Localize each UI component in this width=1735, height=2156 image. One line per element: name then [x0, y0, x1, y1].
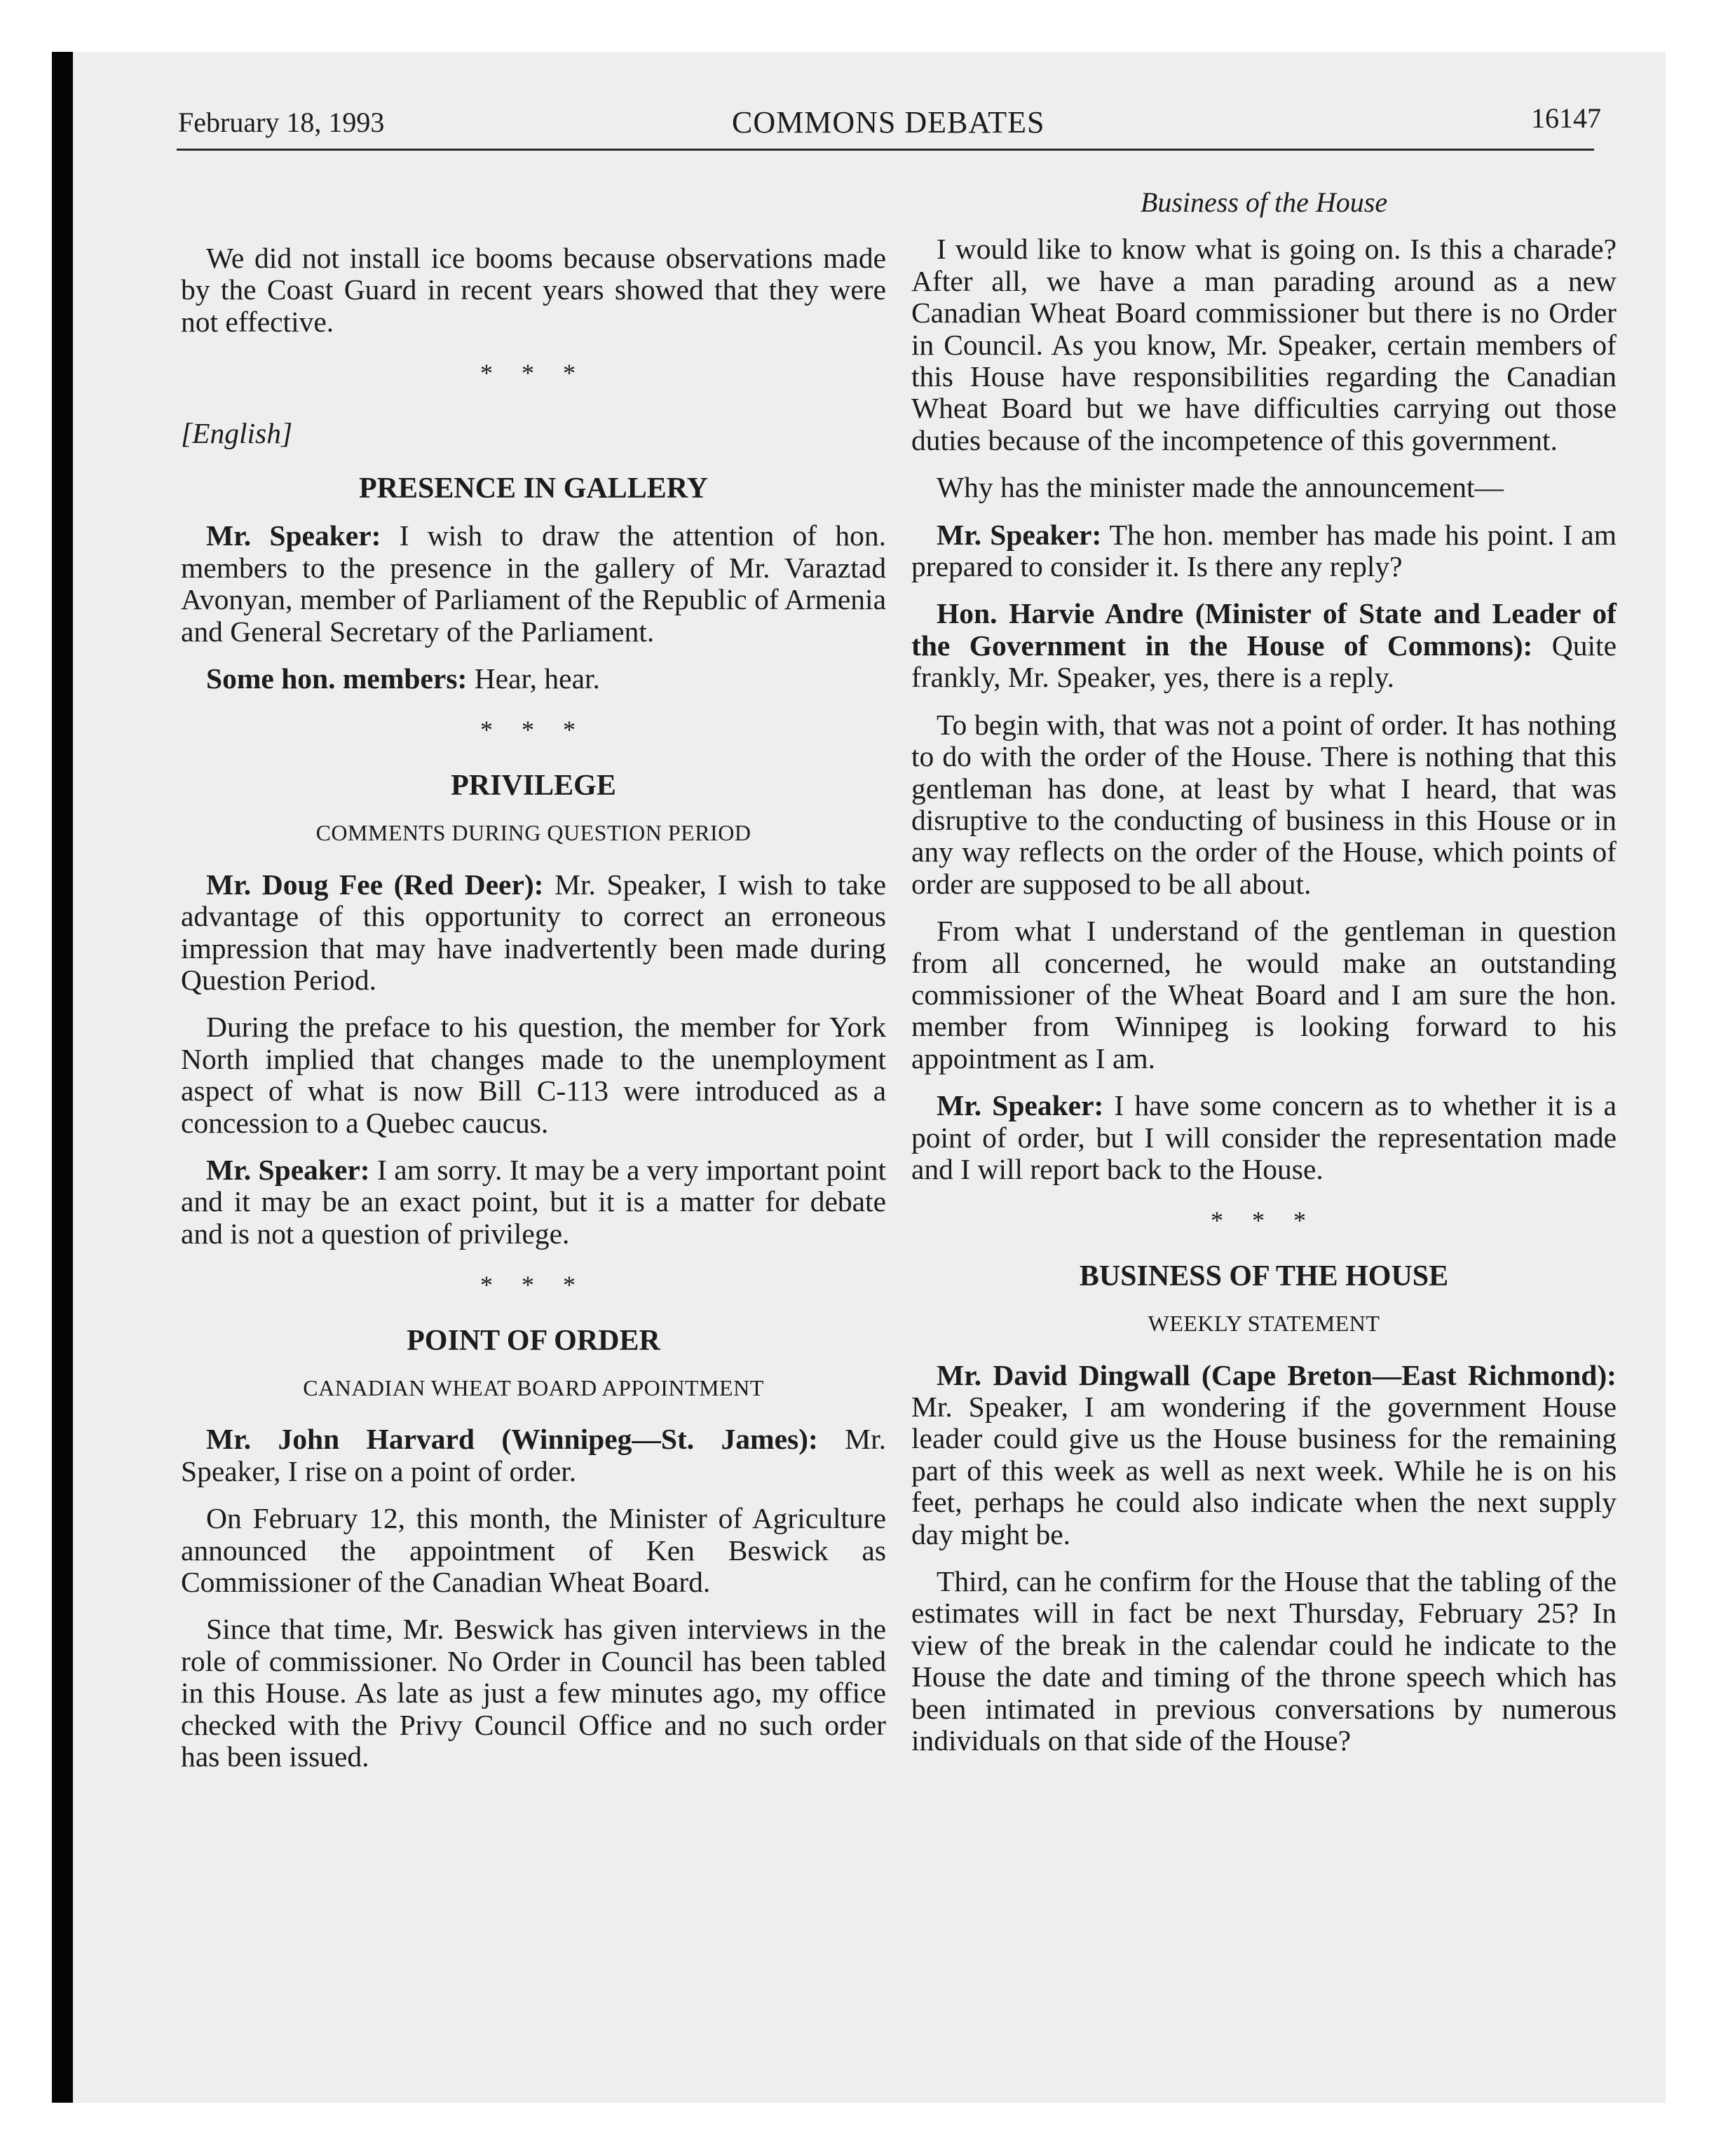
running-head: Business of the House	[1140, 186, 1388, 218]
left-column	[181, 175, 886, 1773]
speaker-name: Mr. Speaker:	[206, 1153, 370, 1186]
paragraph	[181, 869, 886, 997]
speech-text: Mr. Speaker, I wish to take advantage of this opportunity to correct an erroneous impression that may have inadvertently been made during Question Period.	[181, 868, 886, 996]
section-title: PRESENCE IN GALLERY	[359, 472, 708, 505]
paragraph	[181, 663, 886, 695]
paragraph	[181, 1424, 886, 1487]
paragraph	[181, 1154, 886, 1250]
paragraph	[181, 520, 886, 648]
right-column	[911, 175, 1617, 1756]
speaker-name: Some hon. members:	[206, 662, 468, 695]
speaker-name: Mr. Speaker:	[937, 518, 1102, 551]
speech-text: I am sorry. It may be a very important point and it may be an exact point, but it is a matter for debate and is not a question of privilege.	[181, 1153, 886, 1250]
scan-edge-shadow	[52, 52, 73, 2103]
speech-text: Mr. Speaker, I am wondering if the government House leader could give us the House business for the remaining part of this week as well as next week. While he is on his feet, perhaps he could also indicate when the next supply day might be.	[911, 1391, 1617, 1550]
section-separator: * * *	[480, 716, 587, 744]
left-top-spacer	[181, 175, 886, 243]
speaker-name: Mr. Doug Fee (Red Deer):	[206, 868, 544, 901]
paragraph: During the preface to his question, the member for York North implied that changes made to the unemployment aspect of what is now Bill C-113 were introduced as a concession to a Quebec caucus.	[181, 1011, 886, 1139]
section-title: PRIVILEGE	[451, 769, 616, 802]
speech-text: Mr. Speaker, I rise on a point of order.	[181, 1423, 886, 1487]
paragraph: We did not install ice booms because observations made by the Coast Guard in recent years showed that they were not effective.	[181, 242, 886, 338]
paragraph	[911, 519, 1617, 583]
speech-text: I have some concern as to whether it is a point of order, but I will consider the representation made and I will report back to the House.	[911, 1089, 1617, 1185]
paragraph: From what I understand of the gentleman in question from all concerned, he would make an outstanding commissioner of the Wheat Board and I am sure the hon. member from Winnipeg is looking forward to his appointment as I am.	[911, 915, 1617, 1074]
paragraph	[911, 1360, 1617, 1550]
speaker-name: Mr. John Harvard (Winnipeg—St. James):	[206, 1423, 818, 1456]
paragraph: I would like to know what is going on. Is this a charade? After all, we have a man parading around as a new Canadian Wheat Board commissioner but there is no Order in Council. As you know, Mr. Speaker, certain members of this House have responsibilities regarding the Canadian Wheat Board but we have difficulties carrying out those duties because of the incompetence of this government.	[911, 233, 1617, 456]
paragraph: Since that time, Mr. Beswick has given interviews in the role of commissioner. No Order in Council has been tabled in this House. As late as just a few minutes ago, my office checked with the Privy Council Office and no such order has been issued.	[181, 1613, 886, 1773]
paragraph: Third, can he confirm for the House that the tabling of the estimates will in fact be next Thursday, February 25? In view of the break in the calendar could he indicate to the House the date and timing of the throne speech which has been intimated in previous conversations by numerous individuals on that side of the House?	[911, 1565, 1617, 1757]
section-separator: * * *	[480, 359, 587, 388]
section-subtitle: COMMENTS DURING QUESTION PERIOD	[315, 820, 751, 846]
section-title: BUSINESS OF THE HOUSE	[1079, 1260, 1449, 1292]
section-separator: * * *	[480, 1271, 587, 1299]
header-title: COMMONS DEBATES	[732, 105, 1045, 139]
speech-text: Hear, hear.	[467, 662, 600, 695]
speaker-name: Mr. Speaker:	[937, 1089, 1104, 1122]
header-date: February 18, 1993	[178, 107, 385, 138]
section-subtitle: WEEKLY STATEMENT	[1148, 1311, 1380, 1337]
section-separator: * * *	[1211, 1206, 1317, 1235]
paragraph: Why has the minister made the announcement—	[937, 471, 1504, 504]
speech-text: The hon. member has made his point. I am prepared to consider it. Is there any reply?	[911, 518, 1617, 583]
speech-text: I wish to draw the attention of hon. members to the presence in the gallery of Mr. Varaztad Avonyan, member of Parliament of the Republic of Armenia and General Secretary of the Parliament.	[181, 519, 886, 648]
language-note: [English]	[181, 416, 293, 449]
speaker-name: Mr. Speaker:	[206, 519, 381, 552]
speech-text: Quite frankly, Mr. Speaker, yes, there is a reply.	[911, 629, 1617, 694]
paragraph	[911, 598, 1617, 693]
speaker-name: Hon. Harvie Andre (Minister of State and Leader of the Government in the House of Commons):	[911, 597, 1617, 662]
header-rule	[177, 149, 1594, 151]
header-page-number: 16147	[1531, 102, 1601, 134]
section-subtitle: CANADIAN WHEAT BOARD APPOINTMENT	[303, 1374, 764, 1400]
section-title: POINT OF ORDER	[407, 1324, 660, 1357]
speaker-name: Mr. David Dingwall (Cape Breton—East Richmond):	[937, 1358, 1617, 1391]
paragraph: On February 12, this month, the Minister of Agriculture announced the appointment of Ken Beswick as Commissioner of the Canadian Wheat Board.	[181, 1502, 886, 1598]
paragraph: To begin with, that was not a point of order. It has nothing to do with the order of the House. There is nothing that this gentleman has done, at least by what I heard, that was disruptive to the conducting of business in this House or in any way reflects on the order of the House, which points of order are supposed to be all about.	[911, 708, 1617, 900]
paragraph	[911, 1090, 1617, 1185]
